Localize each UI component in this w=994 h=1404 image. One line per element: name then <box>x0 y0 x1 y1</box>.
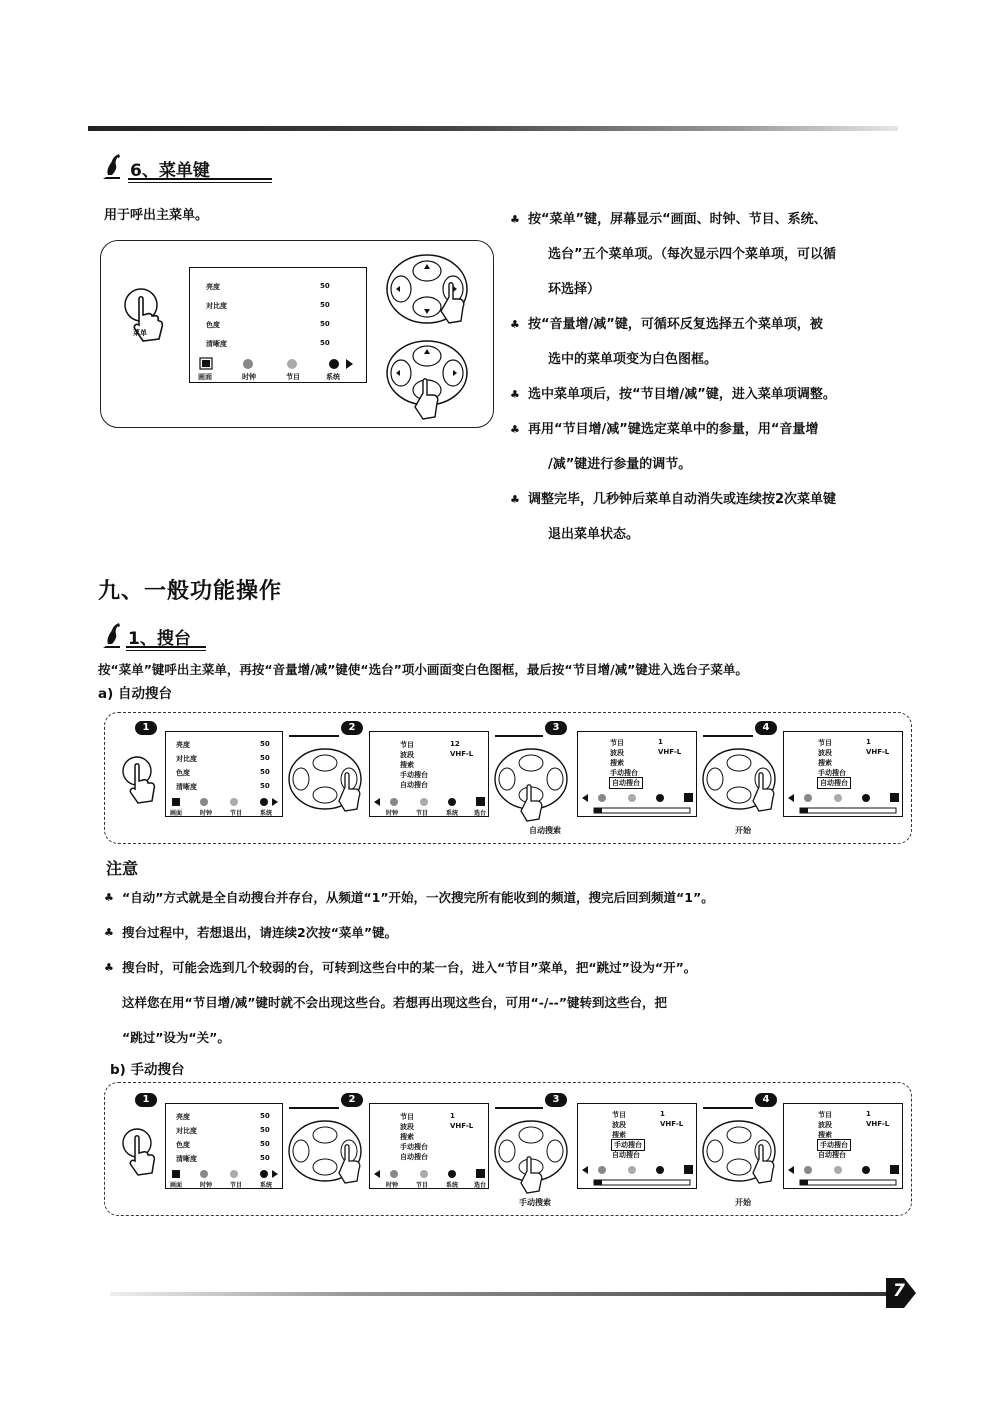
arrow-2-3 <box>495 735 543 737</box>
manual-step3-badge: 3 <box>545 1093 567 1107</box>
auto-step4-dpad <box>699 743 779 815</box>
a4-icons-progress <box>786 792 900 816</box>
m1-val-2: 50 <box>260 1140 270 1148</box>
sub1-desc: 按“菜单”键呼出主菜单，再按“音量增/减”键使“选台”项小画面变白色图框，最后按“节目增/减”键进入选台子菜单。 <box>98 662 748 677</box>
a2-item-1: 波段 <box>400 751 414 759</box>
m1-item-3: 清晰度 <box>176 1155 197 1163</box>
a4-val-0: 1 <box>866 738 871 746</box>
m3-icons-progress <box>580 1164 694 1188</box>
sub1-underline <box>126 646 206 651</box>
m2-val-1: VHF-L <box>450 1122 474 1130</box>
a3-item-2: 搜索 <box>610 759 624 767</box>
icon-label-system: 系统 <box>326 373 340 381</box>
bullet-3: ♣ 选中菜单项后，按“节目增/减”键，进入菜单项调整。 <box>510 377 910 412</box>
auto-step2-screen <box>369 731 489 817</box>
section6-intro: 用于呼出主菜单。 <box>104 208 209 223</box>
a1-val-0: 50 <box>260 740 270 748</box>
tv-screen-main-menu <box>189 267 367 383</box>
a1-item-3: 清晰度 <box>176 783 197 791</box>
m4-val-0: 1 <box>866 1110 871 1118</box>
menu-item-contrast: 对比度 <box>206 302 227 310</box>
m4-item-0: 节目 <box>818 1111 832 1119</box>
bullet-2: ♣ 按“音量增/减”键，可循环反复选择五个菜单项，被 选中的菜单项变为白色图框。 <box>510 307 910 377</box>
a4-item-1: 波段 <box>818 749 832 757</box>
m3-item-3-selected: 手动搜台 <box>611 1139 645 1151</box>
a4-val-1: VHF-L <box>866 748 890 756</box>
dpad-channel <box>383 337 473 423</box>
auto-step1-badge: 1 <box>135 721 157 735</box>
m1-item-0: 亮度 <box>176 1113 190 1121</box>
m1-lbl-3: 系统 <box>260 1182 273 1189</box>
m4-icons-progress <box>786 1164 900 1188</box>
manual-step2-badge: 2 <box>341 1093 363 1107</box>
m2-item-1: 波段 <box>400 1123 414 1131</box>
a2-item-2: 搜索 <box>400 761 414 769</box>
m4-item-1: 波段 <box>818 1121 832 1129</box>
a1-val-1: 50 <box>260 754 270 762</box>
auto-step1-hand-icon <box>119 753 165 809</box>
manual-step4-dpad <box>699 1115 779 1187</box>
a4-item-4-selected: 自动搜台 <box>817 777 851 789</box>
m3-item-1: 波段 <box>612 1121 626 1129</box>
a1-val-3: 50 <box>260 782 270 790</box>
m1-val-3: 50 <box>260 1154 270 1162</box>
manual-step1-hand-icon <box>119 1125 165 1181</box>
a3-icons-progress <box>580 792 694 816</box>
m-arrow-3-4 <box>703 1107 753 1109</box>
writing-hand-icon <box>100 153 124 181</box>
m3-val-0: 1 <box>660 1110 665 1118</box>
manual-step2-screen <box>369 1103 489 1189</box>
bullet-4: ♣ 再用“节目增/减”键选定菜单中的参量，用“音量增 /减”键进行参量的调节。 <box>510 412 910 482</box>
m3-item-2: 搜索 <box>612 1131 626 1139</box>
m1-item-2: 色度 <box>176 1141 190 1149</box>
auto-caption3: 自动搜索 <box>529 826 561 835</box>
auto-step3-badge: 3 <box>545 721 567 735</box>
footer-rule <box>110 1292 900 1296</box>
a4-item-3: 手动搜台 <box>818 769 846 777</box>
m1-lbl-0: 画面 <box>170 1182 183 1189</box>
a2-item-0: 节目 <box>400 741 414 749</box>
m4-item-3-selected: 手动搜台 <box>817 1139 851 1151</box>
section6-bullet-list <box>510 202 910 552</box>
a3-val-0: 1 <box>658 738 663 746</box>
a1-item-1: 对比度 <box>176 755 197 763</box>
note-1: ♣ “自动”方式就是全自动搜台并存台，从频道“1”开始，一次搜完所有能收到的频道，搜完后回到频道“1”。 <box>104 880 924 915</box>
menu-item-brightness: 亮度 <box>206 283 220 291</box>
manual-caption4: 开始 <box>735 1198 751 1207</box>
section6-underline <box>128 178 272 183</box>
manual-step4-badge: 4 <box>755 1093 777 1107</box>
m2-item-3: 手动搜台 <box>400 1143 428 1151</box>
a1-lbl-0: 画面 <box>170 810 183 817</box>
program-icon <box>287 359 297 369</box>
a4-item-0: 节目 <box>818 739 832 747</box>
sub1-title: 1、搜台 <box>128 629 191 649</box>
m2-item-4: 自动搜台 <box>400 1153 428 1161</box>
menu-key-diagram <box>100 240 494 428</box>
a1-val-2: 50 <box>260 768 270 776</box>
page-number: 7 <box>893 1281 905 1301</box>
next-arrow-icon <box>346 359 353 369</box>
m3-item-0: 节目 <box>612 1111 626 1119</box>
a3-item-4-selected: 自动搜台 <box>609 777 643 789</box>
m2-item-0: 节目 <box>400 1113 414 1121</box>
a3-item-0: 节目 <box>610 739 624 747</box>
m2-lbl-1: 节目 <box>416 1182 429 1189</box>
m3-item-4: 自动搜台 <box>612 1151 640 1159</box>
m1-val-1: 50 <box>260 1126 270 1134</box>
menu-value-contrast: 50 <box>320 301 330 309</box>
auto-step3-dpad <box>491 743 571 823</box>
m-arrow-2-3 <box>495 1107 543 1109</box>
bullet-5: ♣ 调整完毕，几秒钟后菜单自动消失或连续按2次菜单键 退出菜单状态。 <box>510 482 910 552</box>
clock-icon <box>243 359 253 369</box>
notes-title: 注意 <box>106 859 139 878</box>
auto-step4-badge: 4 <box>755 721 777 735</box>
section6-title: 6、菜单键 <box>130 161 210 181</box>
a3-val-1: VHF-L <box>658 748 682 756</box>
a1-item-2: 色度 <box>176 769 190 777</box>
manual-caption3: 手动搜索 <box>519 1198 551 1207</box>
auto-step4-screen <box>783 731 903 817</box>
m3-val-1: VHF-L <box>660 1120 684 1128</box>
menu-value-color: 50 <box>320 320 330 328</box>
manual-step3-screen <box>577 1103 697 1189</box>
a4-item-2: 搜索 <box>818 759 832 767</box>
manual-step4-screen <box>783 1103 903 1189</box>
m2-lbl-2: 系统 <box>446 1182 459 1189</box>
m1-item-1: 对比度 <box>176 1127 197 1135</box>
chapter9-title: 九、一般功能操作 <box>98 579 283 604</box>
a2-lbl-1: 节目 <box>416 810 429 817</box>
m1-lbl-2: 节目 <box>230 1182 243 1189</box>
a1-lbl-1: 时钟 <box>200 810 213 817</box>
m-arrow-1-2 <box>289 1107 339 1109</box>
m2-lbl-0: 时钟 <box>386 1182 399 1189</box>
a2-lbl-0: 时钟 <box>386 810 399 817</box>
menu-press-hand-icon <box>121 285 171 347</box>
a2-lbl-2: 系统 <box>446 810 459 817</box>
auto-caption4: 开始 <box>735 826 751 835</box>
header-rule <box>88 126 898 131</box>
menu-value-brightness: 50 <box>320 282 330 290</box>
a2-lbl-3: 选台 <box>474 810 487 817</box>
a3-item-1: 波段 <box>610 749 624 757</box>
dpad-volume <box>383 251 473 331</box>
auto-step2-dpad <box>285 743 365 815</box>
m2-item-2: 搜索 <box>400 1133 414 1141</box>
note-3: ♣ 搜台时，可能会选到几个较弱的台，可转到这些台中的某一台，进入“节目”菜单，把“跳过”设为“开”。 这样您在用“节目增/减”键时就不会出现这些台。若想再出现这些台，可用“-/--”键转到这些台，把 “跳过”设为“关”。 <box>104 950 924 1055</box>
a2-item-4: 自动搜台 <box>400 781 428 789</box>
a1-lbl-3: 系统 <box>260 810 273 817</box>
a1-item-0: 亮度 <box>176 741 190 749</box>
a3-item-3: 手动搜台 <box>610 769 638 777</box>
m2-lbl-3: 选台 <box>474 1182 487 1189</box>
menu-value-sharpness: 50 <box>320 339 330 347</box>
m4-item-4: 自动搜台 <box>818 1151 846 1159</box>
m1-lbl-1: 时钟 <box>200 1182 213 1189</box>
menu-key-label: 菜单 <box>133 329 147 337</box>
m2-val-0: 1 <box>450 1112 455 1120</box>
auto-search-title: a) 自动搜台 <box>98 686 172 702</box>
icon-label-clock: 时钟 <box>242 373 256 381</box>
manual-step2-dpad <box>285 1115 365 1187</box>
arrow-1-2 <box>289 735 339 737</box>
manual-step3-dpad <box>491 1115 571 1195</box>
arrow-3-4 <box>703 735 753 737</box>
a1-lbl-2: 节目 <box>230 810 243 817</box>
a2-item-3: 手动搜台 <box>400 771 428 779</box>
bullet-1: ♣ 按“菜单”键，屏幕显示“画面、时钟、节目、系统、 选台”五个菜单项。（每次显示四个菜单项，可以循 环选择） <box>510 202 910 307</box>
auto-step3-screen <box>577 731 697 817</box>
notes-list <box>104 880 924 1055</box>
menu-item-color: 色度 <box>206 321 220 329</box>
system-icon <box>329 359 339 369</box>
a2-val-1: VHF-L <box>450 750 474 758</box>
manual-search-panel <box>104 1082 912 1216</box>
a2-val-0: 12 <box>450 740 460 748</box>
auto-step1-screen <box>165 731 283 817</box>
manual-search-title: b) 手动搜台 <box>110 1062 185 1078</box>
manual-step1-screen <box>165 1103 283 1189</box>
manual-step1-badge: 1 <box>135 1093 157 1107</box>
writing-hand-icon-2 <box>100 622 124 650</box>
m4-val-1: VHF-L <box>866 1120 890 1128</box>
auto-search-panel <box>104 712 912 844</box>
icon-label-picture: 画面 <box>198 373 212 381</box>
icon-label-program: 节目 <box>286 373 300 381</box>
auto-step2-badge: 2 <box>341 721 363 735</box>
note-2: ♣ 搜台过程中，若想退出，请连续2次按“菜单”键。 <box>104 915 924 950</box>
menu-item-sharpness: 清晰度 <box>206 340 227 348</box>
m4-item-2: 搜索 <box>818 1131 832 1139</box>
m1-val-0: 50 <box>260 1112 270 1120</box>
